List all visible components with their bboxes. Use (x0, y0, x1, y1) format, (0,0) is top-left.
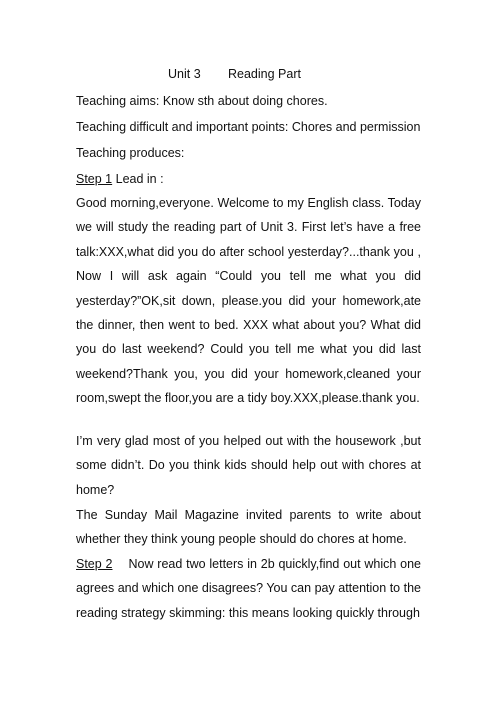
step1-text: Lead in : (112, 172, 164, 186)
paragraph-lead-in: Good morning,everyone. Welcome to my English class. Today we will study the reading part of Unit 3. First let’s have a free talk:XXX,what did you do after school yesterday?...thank you , Now I will ask again “Could you tell me what you did yesterday?”OK,sit down, please.you did your homework,ate the dinner, then went to bed. XXX what about you? What did you do last weekend? Could you tell me what you did last weekend?Thank you, you did your homework,cleaned your room,swept the floor,you are a tidy boy.XXX,please.thank you. (76, 196, 421, 406)
paragraph-magazine: The Sunday Mail Magazine invited parents to write about whether they think young people should do chores at home. (76, 508, 421, 547)
step2-label: Step 2 (76, 557, 113, 571)
paragraph-chores-question: I’m very glad most of you helped out with the housework ,but some didn’t. Do you think kids should help out with chores at home? (76, 434, 421, 497)
paragraph-step2 (76, 552, 421, 625)
step1-heading (76, 170, 164, 188)
title-part: Reading Part (228, 67, 301, 81)
step2-text: Now read two letters in 2b quickly,find out which one agrees and which one disagrees? You can pay attention to the reading strategy skimming: this means looking quickly through (76, 557, 421, 620)
teaching-aims: Teaching aims: Know sth about doing chores. (76, 94, 328, 108)
teaching-produces: Teaching produces: (76, 146, 185, 160)
title-unit: Unit 3 (168, 67, 201, 81)
teaching-points: Teaching difficult and important points: Chores and permission (76, 120, 421, 134)
step1-label: Step 1 (76, 172, 113, 186)
